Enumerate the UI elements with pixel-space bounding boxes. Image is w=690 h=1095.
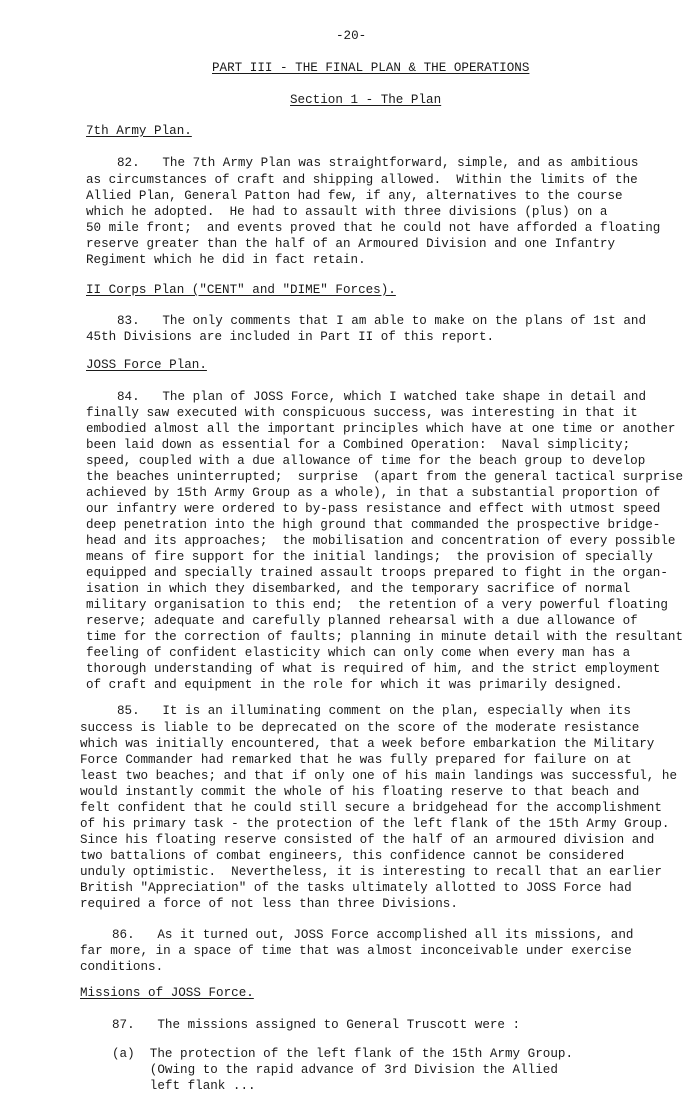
text-line: 86. As it turned out, JOSS Force accomplished all its missions, and bbox=[112, 928, 634, 942]
text-line: been laid down as essential for a Combined Operation: Naval simplicity; bbox=[86, 438, 631, 452]
text-line: unduly optimistic. Nevertheless, it is interesting to recall that an earlier bbox=[80, 865, 662, 879]
text-line: achieved by 15th Army Group as a whole), in that a substantial proportion of bbox=[86, 486, 661, 500]
text-line: isation in which they disembarked, and the temporary sacrifice of normal bbox=[86, 582, 631, 596]
text-line: the beaches uninterrupted; surprise (apart from the general tactical surprise bbox=[86, 470, 684, 484]
part-heading: PART III - THE FINAL PLAN & THE OPERATIONS bbox=[212, 61, 530, 75]
text-line: Regiment which he did in fact retain. bbox=[86, 253, 366, 267]
text-line: British "Appreciation" of the tasks ultimately allotted to JOSS Force had bbox=[80, 881, 632, 895]
page-number: -20- bbox=[336, 29, 367, 43]
text-line: time for the correction of faults; planning in minute detail with the resultant bbox=[86, 630, 684, 644]
text-line: 85. It is an illuminating comment on the plan, especially when its bbox=[117, 704, 631, 718]
text-line: (a) The protection of the left flank of the 15th Army Group. bbox=[112, 1047, 574, 1061]
text-line: 83. The only comments that I am able to make on the plans of 1st and bbox=[117, 314, 647, 328]
text-line: which he adopted. He had to assault with three divisions (plus) on a bbox=[86, 205, 608, 219]
paragraph-87: 87. The missions assigned to General Truscott were : bbox=[112, 1018, 521, 1032]
section-heading: Section 1 - The Plan bbox=[290, 93, 442, 107]
text-line: two battalions of combat engineers, this confidence cannot be considered bbox=[80, 849, 625, 863]
text-line: success is liable to be deprecated on the score of the moderate resistance bbox=[80, 721, 640, 735]
text-line: finally saw executed with conspicuous success, was interesting in that it bbox=[86, 406, 638, 420]
joss-plan-heading: JOSS Force Plan. bbox=[86, 358, 207, 372]
text-line: of craft and equipment in the role for which it was primarily designed. bbox=[86, 678, 623, 692]
text-line: feeling of confident elasticity which can only come when every man has a bbox=[86, 646, 631, 660]
corps-plan-heading: II Corps Plan ("CENT" and "DIME" Forces). bbox=[86, 283, 396, 297]
text-line: required a force of not less than three Divisions. bbox=[80, 897, 458, 911]
text-line: far more, in a space of time that was almost inconceivable under exercise bbox=[80, 944, 632, 958]
text-line: military organisation to this end; the retention of a very powerful floating bbox=[86, 598, 668, 612]
text-line: of his primary task - the protection of the left flank of the 15th Army Group. bbox=[80, 817, 670, 831]
army-plan-heading: 7th Army Plan. bbox=[86, 124, 192, 138]
text-line: means of fire support for the initial landings; the provision of specially bbox=[86, 550, 653, 564]
text-line: which was initially encountered, that a week before embarkation the Military bbox=[80, 737, 655, 751]
text-line: conditions. bbox=[80, 960, 164, 974]
text-line: 82. The 7th Army Plan was straightforward, simple, and as ambitious bbox=[117, 156, 639, 170]
text-line: embodied almost all the important principles which have at one time or another bbox=[86, 422, 676, 436]
text-line: as circumstances of craft and shipping allowed. Within the limits of the bbox=[86, 173, 638, 187]
text-line: felt confident that he could still secure a bridgehead for the accomplishment bbox=[80, 801, 662, 815]
text-line: 50 mile front; and events proved that he could not have afforded a floating bbox=[86, 221, 661, 235]
text-line: left flank ... bbox=[112, 1079, 256, 1093]
text-line: equipped and specially trained assault troops prepared to fight in the organ- bbox=[86, 566, 668, 580]
text-line: deep penetration into the high ground that commanded the prospective bridge- bbox=[86, 518, 661, 532]
text-line: reserve greater than the half of an Armoured Division and one Infantry bbox=[86, 237, 616, 251]
text-line: thorough understanding of what is required of him, and the strict employment bbox=[86, 662, 661, 676]
text-line: would instantly commit the whole of his floating reserve to that beach and bbox=[80, 785, 640, 799]
text-line: 84. The plan of JOSS Force, which I watched take shape in detail and bbox=[117, 390, 647, 404]
text-line: speed, coupled with a due allowance of time for the beach group to develop bbox=[86, 454, 646, 468]
text-line: Since his floating reserve consisted of the half of an armoured division and bbox=[80, 833, 655, 847]
text-line: our infantry were ordered to by-pass resistance and effect with utmost speed bbox=[86, 502, 661, 516]
text-line: 45th Divisions are included in Part II of this report. bbox=[86, 330, 495, 344]
text-line: head and its approaches; the mobilisation and concentration of every possible bbox=[86, 534, 676, 548]
text-line: (Owing to the rapid advance of 3rd Division the Allied bbox=[112, 1063, 558, 1077]
text-line: Force Commander had remarked that he was fully prepared for failure on at bbox=[80, 753, 632, 767]
text-line: least two beaches; and that if only one of his main landings was successful, he bbox=[80, 769, 678, 783]
text-line: reserve; adequate and carefully planned rehearsal with a due allowance of bbox=[86, 614, 638, 628]
missions-heading: Missions of JOSS Force. bbox=[80, 986, 254, 1000]
text-line: Allied Plan, General Patton had few, if any, alternatives to the course bbox=[86, 189, 623, 203]
